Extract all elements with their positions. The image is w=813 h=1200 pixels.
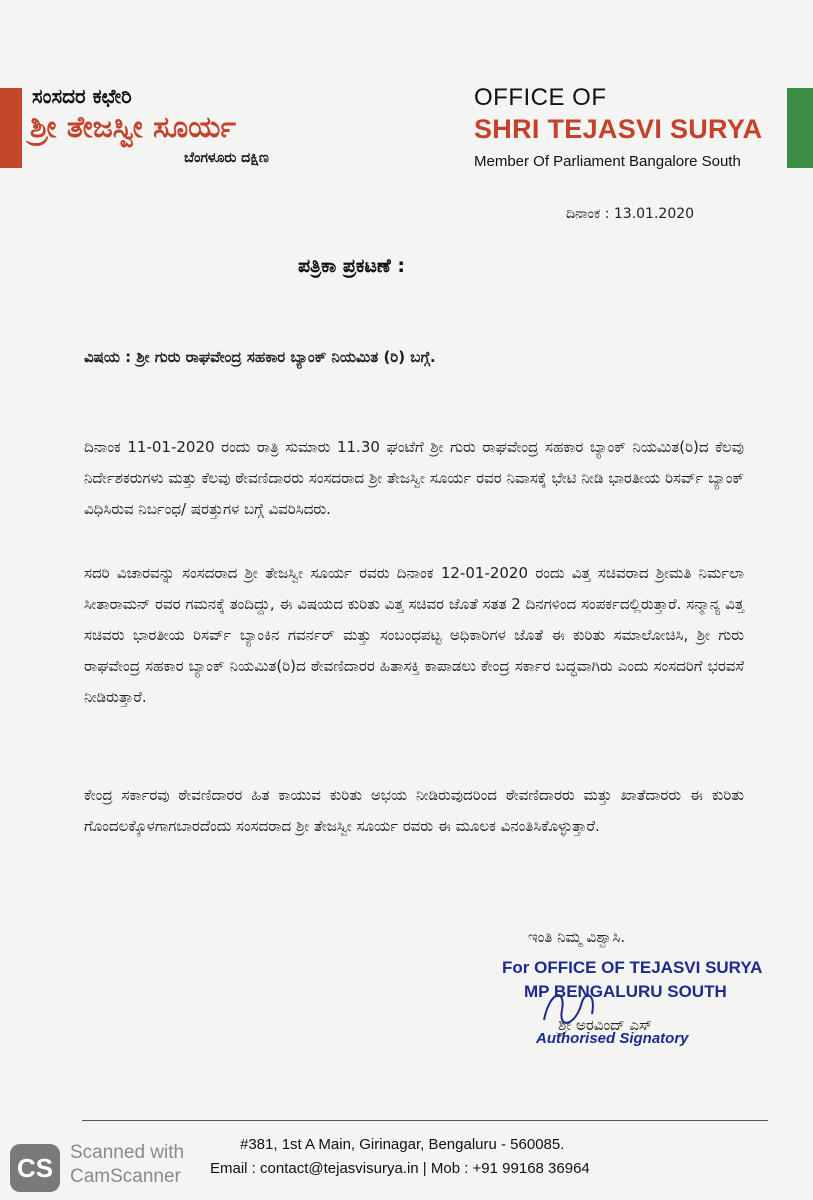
date-line: ದಿನಾಂಕ : 13.01.2020 <box>566 206 695 222</box>
kannada-name: ಶ್ರೀ ತೇಜಸ್ವೀ ಸೂರ್ಯ <box>30 110 236 145</box>
paragraph-2: ಸದರಿ ವಿಚಾರವನ್ನು ಸಂಸದರಾದ ಶ್ರೀ ತೇಜಸ್ವೀ ಸೂರ್ಯ ರವರು ದಿನಾಂಕ 12-01-2020 ರಂದು ವಿತ್ತ ಸಚಿವರಾದ ಶ್ರೀಮತಿ ನಿರ್ಮಲಾ ಸೀತಾರಾಮನ್ ರವರ ಗಮನಕ್ಕೆ ತಂದಿದ್ದು, ಈ ವಿಷಯದ ಕುರಿತು ವಿತ್ತ ಸಚಿವರ ಜೊತೆ ಸತತ 2 ದಿನಗಳಿಂದ ಸಂಪರ್ಕದಲ್ಲಿರುತ್ತಾರೆ. ಸನ್ಮಾನ್ಯ ವಿತ್ತ ಸಚಿವರು ಭಾರತೀಯ ರಿಸರ್ವ್ ಬ್ಯಾಂಕಿನ ಗವರ್ನರ್ ಮತ್ತು ಸಂಬಂಧಪಟ್ಟ ಅಧಿಕಾರಿಗಳ ಜೊತೆ ಈ ಕುರಿತು ಸಮಾಲೋಚಿಸಿ, ಶ್ರೀ ಗುರು ರಾಘವೇಂದ್ರ ಸಹಕಾರ ಬ್ಯಾಂಕ್ ನಿಯಮಿತ(ರಿ)ದ ಠೇವಣಿದಾರರ ಹಿತಾಸಕ್ತಿ ಕಾಪಾಡಲು ಕೇಂದ್ರ ಸರ್ಕಾರ ಬದ್ಧವಾಗಿರು ಎಂದು ಸಂಸದರಿಗೆ ಭರವಸೆ ನೀಡಿರುತ್ತಾರೆ. <box>84 564 744 706</box>
subject-line: ವಿಷಯ : ಶ್ರೀ ಗುರು ರಾಘವೇಂದ್ರ ಸಹಕಾರ ಬ್ಯಾಂಕ್ ನಿಯಮಿತ (ರಿ) ಬಗ್ಗೆ. <box>84 348 436 366</box>
english-office-label: OFFICE OF <box>474 84 607 111</box>
stamp-line-3: Authorised Signatory <box>536 1030 689 1047</box>
footer-address: #381, 1st A Main, Girinagar, Bengaluru - 560085. <box>240 1136 565 1153</box>
stamp-line-2: MP BENGALURU SOUTH <box>524 982 727 1001</box>
signer-name: ಶ್ರೀ ಅರವಿಂದ್ ಎಸ್ <box>558 1016 652 1034</box>
closing-line: ಇಂತಿ ನಿಮ್ಮ ವಿಶ್ವಾಸಿ. <box>528 928 626 946</box>
english-member-line: Member Of Parliament Bangalore South <box>474 153 741 170</box>
footer-contact: Email : contact@tejasvisurya.in | Mob : +91 99168 36964 <box>210 1160 590 1177</box>
footer-divider <box>82 1120 768 1121</box>
paragraph-1: ದಿನಾಂಕ 11-01-2020 ರಂದು ರಾತ್ರಿ ಸುಮಾರು 11.30 ಘಂಟೆಗೆ ಶ್ರೀ ಗುರು ರಾಘವೇಂದ್ರ ಸಹಕಾರ ಬ್ಯಾಂಕ್ ನಿಯಮಿತ(ರಿ)ದ ಕೆಲವು ನಿರ್ದೇಶಕರುಗಳು ಮತ್ತು ಕೆಲವು ಠೇವಣಿದಾರರು ಸಂಸದರಾದ ಶ್ರೀ ತೇಜಸ್ವೀ ಸೂರ್ಯ ರವರ ನಿವಾಸಕ್ಕೆ ಭೇಟಿ ನೀಡಿ ಭಾರತೀಯ ರಿಸರ್ವ್ ಬ್ಯಾಂಕ್ ವಿಧಿಸಿರುವ ನಿರ್ಬಂಧ/ ಷರತ್ತುಗಳ ಬಗ್ಗೆ ವಿವರಿಸಿದರು. <box>84 438 744 518</box>
watermark-line-1: Scanned with <box>70 1142 185 1163</box>
english-name: SHRI TEJASVI SURYA <box>474 114 763 144</box>
press-release-title: ಪತ್ರಿಕಾ ಪ್ರಕಟಣೆ : <box>298 255 405 277</box>
kannada-office-label: ಸಂಸದರ ಕಛೇರಿ <box>32 84 132 108</box>
stamp-line-1: For OFFICE OF TEJASVI SURYA <box>502 958 763 977</box>
red-accent-bar <box>0 88 22 168</box>
paragraph-3: ಕೇಂದ್ರ ಸರ್ಕಾರವು ಠೇವಣಿದಾರರ ಹಿತ ಕಾಯುವ ಕುರಿತು ಅಭಯ ನೀಡಿರುವುದರಿಂದ ಠೇವಣಿದಾರರು ಮತ್ತು ಖಾತೆದಾರರು ಈ ಕುರಿತು ಗೊಂದಲಕ್ಕೊಳಗಾಗಬಾರದೆಂದು ಸಂಸದರಾದ ಶ್ರೀ ತೇಜಸ್ವೀ ಸೂರ್ಯ ರವರು ಈ ಮೂಲಕ ವಿನಂತಿಸಿಕೊಳ್ಳುತ್ತಾರೆ. <box>84 786 744 835</box>
watermark-line-2: CamScanner <box>70 1166 181 1187</box>
kannada-place: ಬೆಂಗಳೂರು ದಕ್ಷಿಣ <box>184 150 269 166</box>
green-accent-bar <box>787 88 813 168</box>
camscanner-logo-icon: CS <box>10 1144 60 1192</box>
